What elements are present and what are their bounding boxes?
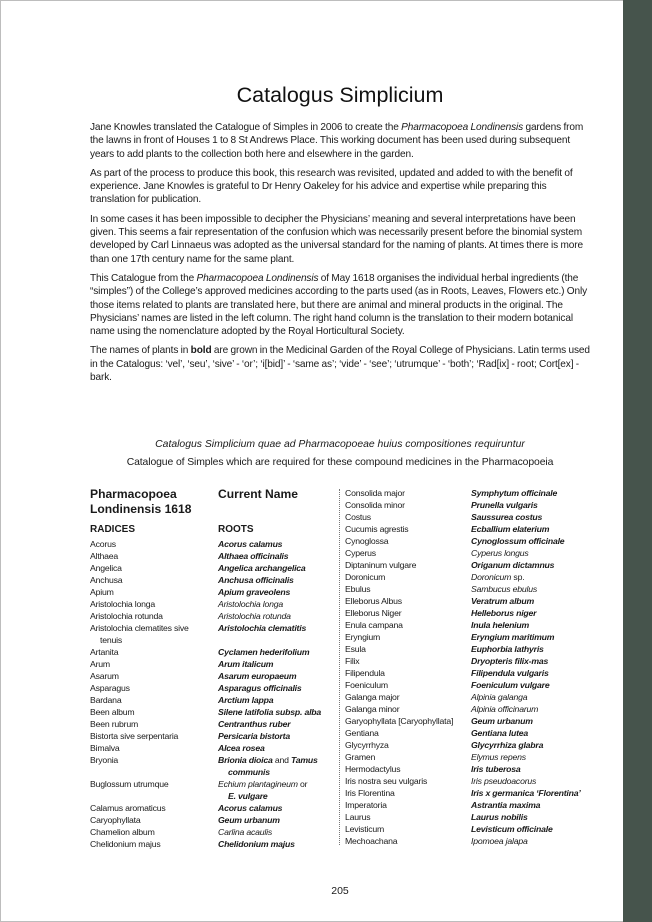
header-line: Londinensis 1618 [90,502,192,516]
modern-name-entry [218,670,338,682]
old-name-entry: Laurus [345,812,371,822]
old-name-entry: Cucumis agrestis [345,524,409,534]
modern-name: Prunella vulgaris [471,500,538,510]
old-name-entry: Hermodactylus [345,764,401,774]
intro-text [90,121,590,390]
old-name-entry: Ebulus [345,584,371,594]
modern-name-entry [471,631,596,643]
modern-name: Geum urbanum [218,815,280,825]
modern-name: Helleborus niger [471,608,537,618]
modern-name-entry [218,778,338,790]
catalogue-subtitle-english: Catalogue of Simples which are required for these compound medicines in the Pharmacopoeia [126,457,554,468]
modern-name: Geum urbanum [471,716,533,726]
modern-name-entry [471,511,596,523]
text-run: This Catalogue from the [90,272,197,284]
modern-name-entry [218,814,338,826]
old-name-entry: Althaea [90,551,119,561]
modern-name: Origanum dictamnus [471,560,555,570]
modern-name-entry [471,487,596,499]
modern-name-entry [218,730,338,742]
modern-name: Aristolochia clematitis [218,623,307,633]
modern-name-entry [218,562,338,574]
modern-name: Astrantia maxima [471,800,541,810]
old-name-entry: Foeniculum [345,680,388,690]
old-name-entry: Consolida minor [345,500,405,510]
modern-name: Gentiana lutea [471,728,529,738]
old-name-entry: Cynoglossa [345,536,389,546]
old-name-entry: Mechoachana [345,836,398,846]
modern-name: Arum italicum [218,659,274,669]
modern-name: Sambucus ebulus [471,584,538,594]
modern-name-entry [471,823,596,835]
old-name-entry: Diptaninum vulgare [345,560,417,570]
column-old-names-left [90,538,215,850]
connector-word: and [272,755,291,765]
modern-name-entry [218,718,338,730]
intro-paragraph-5 [90,344,590,384]
header-line: Pharmacopoea [90,487,177,501]
text-run: Jane Knowles translated the Catalogue of Simples in 2006 to create the [90,122,402,133]
old-name-entry: Aristolochia rotunda [90,611,163,621]
modern-name-entry [471,835,596,847]
old-name-entry: Arum [90,659,110,669]
modern-name: Iris x germanica ‘Florentina’ [471,788,581,798]
modern-name-entry [218,754,338,766]
modern-name: Cyclamen hederifolium [218,647,310,657]
modern-name: communis [228,767,270,777]
old-name-entry: Buglossum utrumque [90,779,169,789]
old-name-entry: Elleborus Albus [345,596,402,606]
text-run: are grown in the Medicinal Garden of the Royal College of Physicians. Latin terms used in the Catalogus: ‘vel’, ‘seu’, ‘sive’ - ‘or’; ‘i[bid]’ - ‘same as’; ‘vide’ - ‘see’; ‘utrumque’ - ‘both’; ‘Rad[ix] - root; Cort[ex] - bark. [90,345,590,384]
column-old-names-right [345,487,467,847]
modern-name-entry [471,499,596,511]
column-modern-names-right [471,487,596,847]
old-name-entry: Chelidonium majus [90,839,161,849]
text-run: The names of plants in [90,345,191,357]
modern-name-entry [471,799,596,811]
old-name-entry: Caryophyllata [90,815,141,825]
page-number: 205 [331,885,349,897]
modern-name-entry [471,787,596,799]
old-name-entry: Iris Florentina [345,788,395,798]
intro-paragraph-2: As part of the process to produce this book, this research was revisited, updated and added to with the benefit of experience. Jane Knowles is grateful to Dr Henry Oakeley for his advice and expertise while preparing this translation for publication. [90,167,573,206]
modern-name: Chelidonium majus [218,839,295,849]
modern-name: Iris pseudoacorus [471,776,537,786]
modern-name-entry [218,646,338,658]
modern-name-entry [471,727,596,739]
modern-name: Asparagus officinalis [218,683,302,693]
modern-name-entry [218,802,338,814]
modern-name: Glycyrrhiza glabra [471,740,544,750]
modern-name-entry [218,706,338,718]
modern-name-entry [471,811,596,823]
bold-word: bold [190,345,212,357]
old-name-entry: Consolida major [345,488,405,498]
modern-name: Euphorbia lathyris [471,644,544,654]
modern-name: Silene latifolia subsp. alba [218,707,322,717]
modern-name: Alpinia officinarum [471,704,539,714]
modern-name-entry [471,559,596,571]
old-name-entry: Cyperus [345,548,376,558]
old-name-entry: Iris nostra seu vulgaris [345,776,428,786]
old-name-entry: tenuis [100,635,122,645]
modern-name-entry [471,655,596,667]
modern-name: Asarum europaeum [218,671,297,681]
modern-name-entry [471,619,596,631]
catalogue-subtitle-latin: Catalogus Simplicium quae ad Pharmacopoeae huius compositiones requiruntur [155,439,525,450]
modern-name: Centranthus ruber [218,719,291,729]
modern-name: Anchusa officinalis [218,575,294,585]
modern-name-entry [471,739,596,751]
modern-name-entry [471,643,596,655]
modern-name: Inula helenium [471,620,530,630]
old-name-entry: Bryonia [90,755,119,765]
modern-name-entry [218,574,338,586]
old-name-entry: Elleborus Niger [345,608,402,618]
modern-name: Iris tuberosa [471,764,521,774]
old-name-entry: Gentiana [345,728,379,738]
modern-name: Ipomoea jalapa [471,836,528,846]
modern-name: Aristolochia longa [218,599,283,609]
intro-paragraph-3: In some cases it has been impossible to decipher the Physicians’ meaning and several interpretations have been given. This seems a fair representation of the confusion which was necessarily present before the binomial system developed by Carl Linnaeus was adopted as the universal standard for the naming of plants. At times there is more than one 17th century name for the same plant. [90,213,584,265]
modern-name-entry [218,550,338,562]
column-modern-names-left [218,538,338,850]
modern-name-entry [218,598,338,610]
modern-name: Alcea rosea [218,743,265,753]
modern-name: E. vulgare [228,791,268,801]
modern-name-entry [218,682,338,694]
modern-name-entry [471,595,596,607]
modern-name-entry [218,538,338,550]
modern-name: Laurus nobilis [471,812,528,822]
modern-name: Veratrum album [471,596,535,606]
old-name-entry: Costus [345,512,371,522]
modern-name: Brionia dioica [218,755,273,765]
modern-name: Doronicum [471,572,512,582]
modern-name-entry [471,535,596,547]
old-name-entry: Galanga major [345,692,400,702]
modern-name-entry [218,838,338,850]
modern-name: Cyperus longus [471,548,529,558]
modern-name: Dryopteris filix-mas [471,656,549,666]
modern-name-entry [471,679,596,691]
section-heading-roots: ROOTS [218,524,254,535]
modern-name: Symphytum officinale [471,488,558,498]
old-name-entry: Doronicum [345,572,386,582]
text-run: of May 1618 organises the individual herbal ingredients (the “simples”) of the College’s approved medicines according to the parts used (as in Roots, Leaves, Flowers etc.) Only those items related to plants are translated here, but there are animal and mineral products in the original. The Physicians’ names are listed in the left column. The right hand column is the translation to their modern botanical name using the nomenclature adopted by the Royal Horticultural Society. [90,272,588,338]
modern-name: Cynoglossum officinale [471,536,565,546]
text-run: gardens from the lawns in front of Houses 1 to 8 St Andrews Place. This working document has been used during subsequent years to add plants to the collection both here and elsewhere in the garden. [90,122,584,160]
old-name-entry: Filipendula [345,668,385,678]
intro-paragraph-1 [90,121,590,161]
column-header-pharmacopoea [90,487,215,517]
modern-name: Foeniculum vulgare [471,680,550,690]
page-title: Catalogus Simplicium [236,83,444,107]
modern-name-entry [471,607,596,619]
modern-name-entry [218,742,338,754]
modern-name-entry [218,790,338,802]
old-name-entry: Filix [345,656,360,666]
connector-word: or [297,779,308,789]
old-name-entry: Bardana [90,695,122,705]
old-name-entry: Enula campana [345,620,403,630]
modern-name: Elymus repens [471,752,526,762]
section-heading-radices: RADICES [90,524,136,535]
modern-name: Saussurea costus [471,512,543,522]
book-title-italic: Pharmacopoea Londinensis [401,122,524,133]
side-color-band [623,0,652,922]
modern-name-entry [471,703,596,715]
modern-name: Eryngium maritimum [471,632,555,642]
old-name-entry: Been album [90,707,135,717]
modern-name: Apium graveolens [218,587,291,597]
old-name-entry: Anchusa [90,575,123,585]
modern-name-entry [471,763,596,775]
old-name-entry: Bistorta sive serpentaria [90,731,179,741]
modern-name-entry [471,751,596,763]
old-name-entry: Acorus [90,539,116,549]
old-name-entry: Bimalva [90,743,120,753]
old-name-entry: Aristolochia clematites sive [90,623,189,633]
modern-name-entry [471,775,596,787]
old-name-entry [90,790,215,802]
old-name-entry: Asarum [90,671,119,681]
old-name-entry: Calamus aromaticus [90,803,166,813]
modern-name-entry [471,715,596,727]
modern-name: Alpinia galanga [471,692,528,702]
modern-name: Angelica archangelica [218,563,306,573]
modern-name: Acorus calamus [218,803,283,813]
modern-name: Echium plantagineum [218,779,298,789]
modern-name: Tamus [290,755,318,765]
old-name-entry: Apium [90,587,114,597]
modern-name: Althaea officinalis [218,551,289,561]
modern-name-entry [218,826,338,838]
modern-name: Aristolochia rotunda [218,611,291,621]
modern-name-entry [471,583,596,595]
modern-name: Arctium lappa [218,695,274,705]
column-divider [339,489,340,845]
column-header-current-name: Current Name [218,487,298,501]
modern-name: Persicaria bistorta [218,731,291,741]
modern-name-entry [471,667,596,679]
old-name-entry: Esula [345,644,366,654]
modern-name-entry [218,694,338,706]
old-name-entry: Garyophyllata [Caryophyllata] [345,716,454,726]
modern-name: Filipendula vulgaris [471,668,549,678]
modern-name-entry [471,547,596,559]
modern-name: Levisticum officinale [471,824,553,834]
old-name-entry: Chamelion album [90,827,155,837]
old-name-entry: Eryngium [345,632,381,642]
old-name-entry: Aristolochia longa [90,599,155,609]
modern-name-entry [218,634,338,646]
modern-name-entry [471,523,596,535]
old-name-entry: Levisticum [345,824,385,834]
modern-name-entry [218,766,338,778]
modern-name-entry [471,571,596,583]
modern-name-entry [218,586,338,598]
modern-name-entry [218,622,338,634]
modern-name: Ecballium elaterium [471,524,550,534]
old-name-entry: Galanga minor [345,704,400,714]
modern-name: Acorus calamus [218,539,283,549]
species-abbrev: sp. [511,572,525,582]
old-name-entry: Asparagus [90,683,130,693]
modern-name-entry [218,658,338,670]
intro-paragraph-4 [90,272,590,338]
old-name-entry: Glycyrrhyza [345,740,389,750]
book-title-italic: Pharmacopoea Londinensis [196,272,319,284]
old-name-entry: Artanita [90,647,119,657]
old-name-entry: Angelica [90,563,122,573]
old-name-entry [90,766,215,778]
modern-name-entry [218,610,338,622]
old-name-entry: Been rubrum [90,719,139,729]
old-name-entry: Gramen [345,752,376,762]
modern-name: Carlina acaulis [218,827,272,837]
old-name-entry: Imperatoria [345,800,387,810]
modern-name-entry [471,691,596,703]
